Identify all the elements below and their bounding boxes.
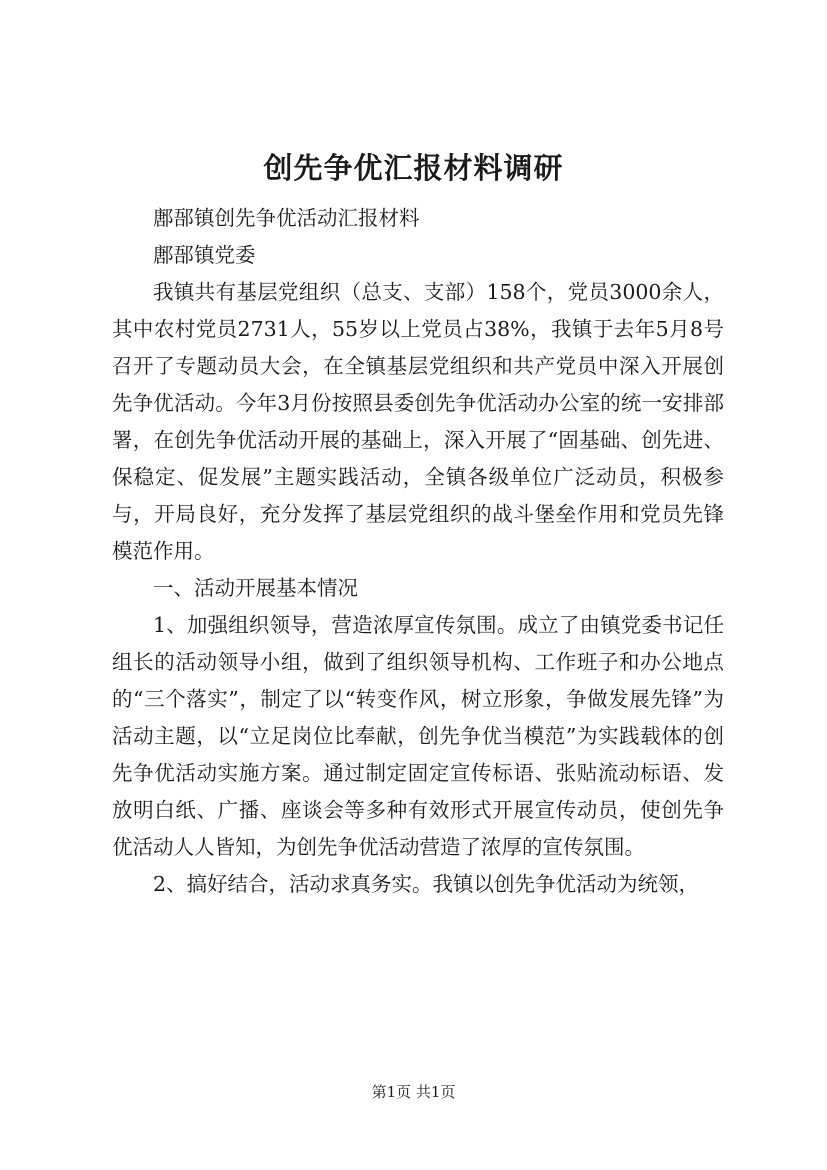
document-title: 创先争优汇报材料调研	[263, 151, 564, 185]
author-paragraph: 鄌郚镇党委	[153, 243, 256, 267]
body-paragraph-2: 2、搞好结合，活动求真务实。我镇以创先争优活动为统领，	[153, 872, 700, 896]
section-heading: 一、活动开展基本情况	[153, 576, 358, 600]
subtitle-paragraph: 鄌郚镇创先争优活动汇报材料	[153, 206, 420, 230]
page-footer: 第1页 共1页	[371, 1083, 456, 1101]
intro-paragraph: 我镇共有基层党组织（总支、支部）158个，党员3000余人，其中农村党员2731人，55岁以上党员占38%，我镇于去年5月8号召开了专题动员大会，在全镇基层党组织和共产党员中深入开展创先争优活动。今年3月份按照县委创先争优活动办公室的统一安排部署，在创先争优活动开展的基础上，深入开展了“固基础、创先进、保稳定、促发展”主题实践活动，全镇各级单位广泛动员，积极参与，开局良好，充分发挥了基层党组织的战斗堡垒作用和党员先锋模范作用。	[112, 280, 724, 563]
body-paragraph-1: 1、加强组织领导，营造浓厚宣传氛围。成立了由镇党委书记任组长的活动领导小组，做到了组织领导机构、工作班子和办公地点的“三个落实”，制定了以“转变作风，树立形象，争做发展先锋”为活动主题，以“立足岗位比奉献，创先争优当模范”为实践载体的创先争优活动实施方案。通过制定固定宣传标语、张贴流动标语、发放明白纸、广播、座谈会等多种有效形式开展宣传动员，使创先争优活动人人皆知，为创先争优活动营造了浓厚的宣传氛围。	[112, 613, 724, 859]
document-body	[112, 200, 724, 903]
